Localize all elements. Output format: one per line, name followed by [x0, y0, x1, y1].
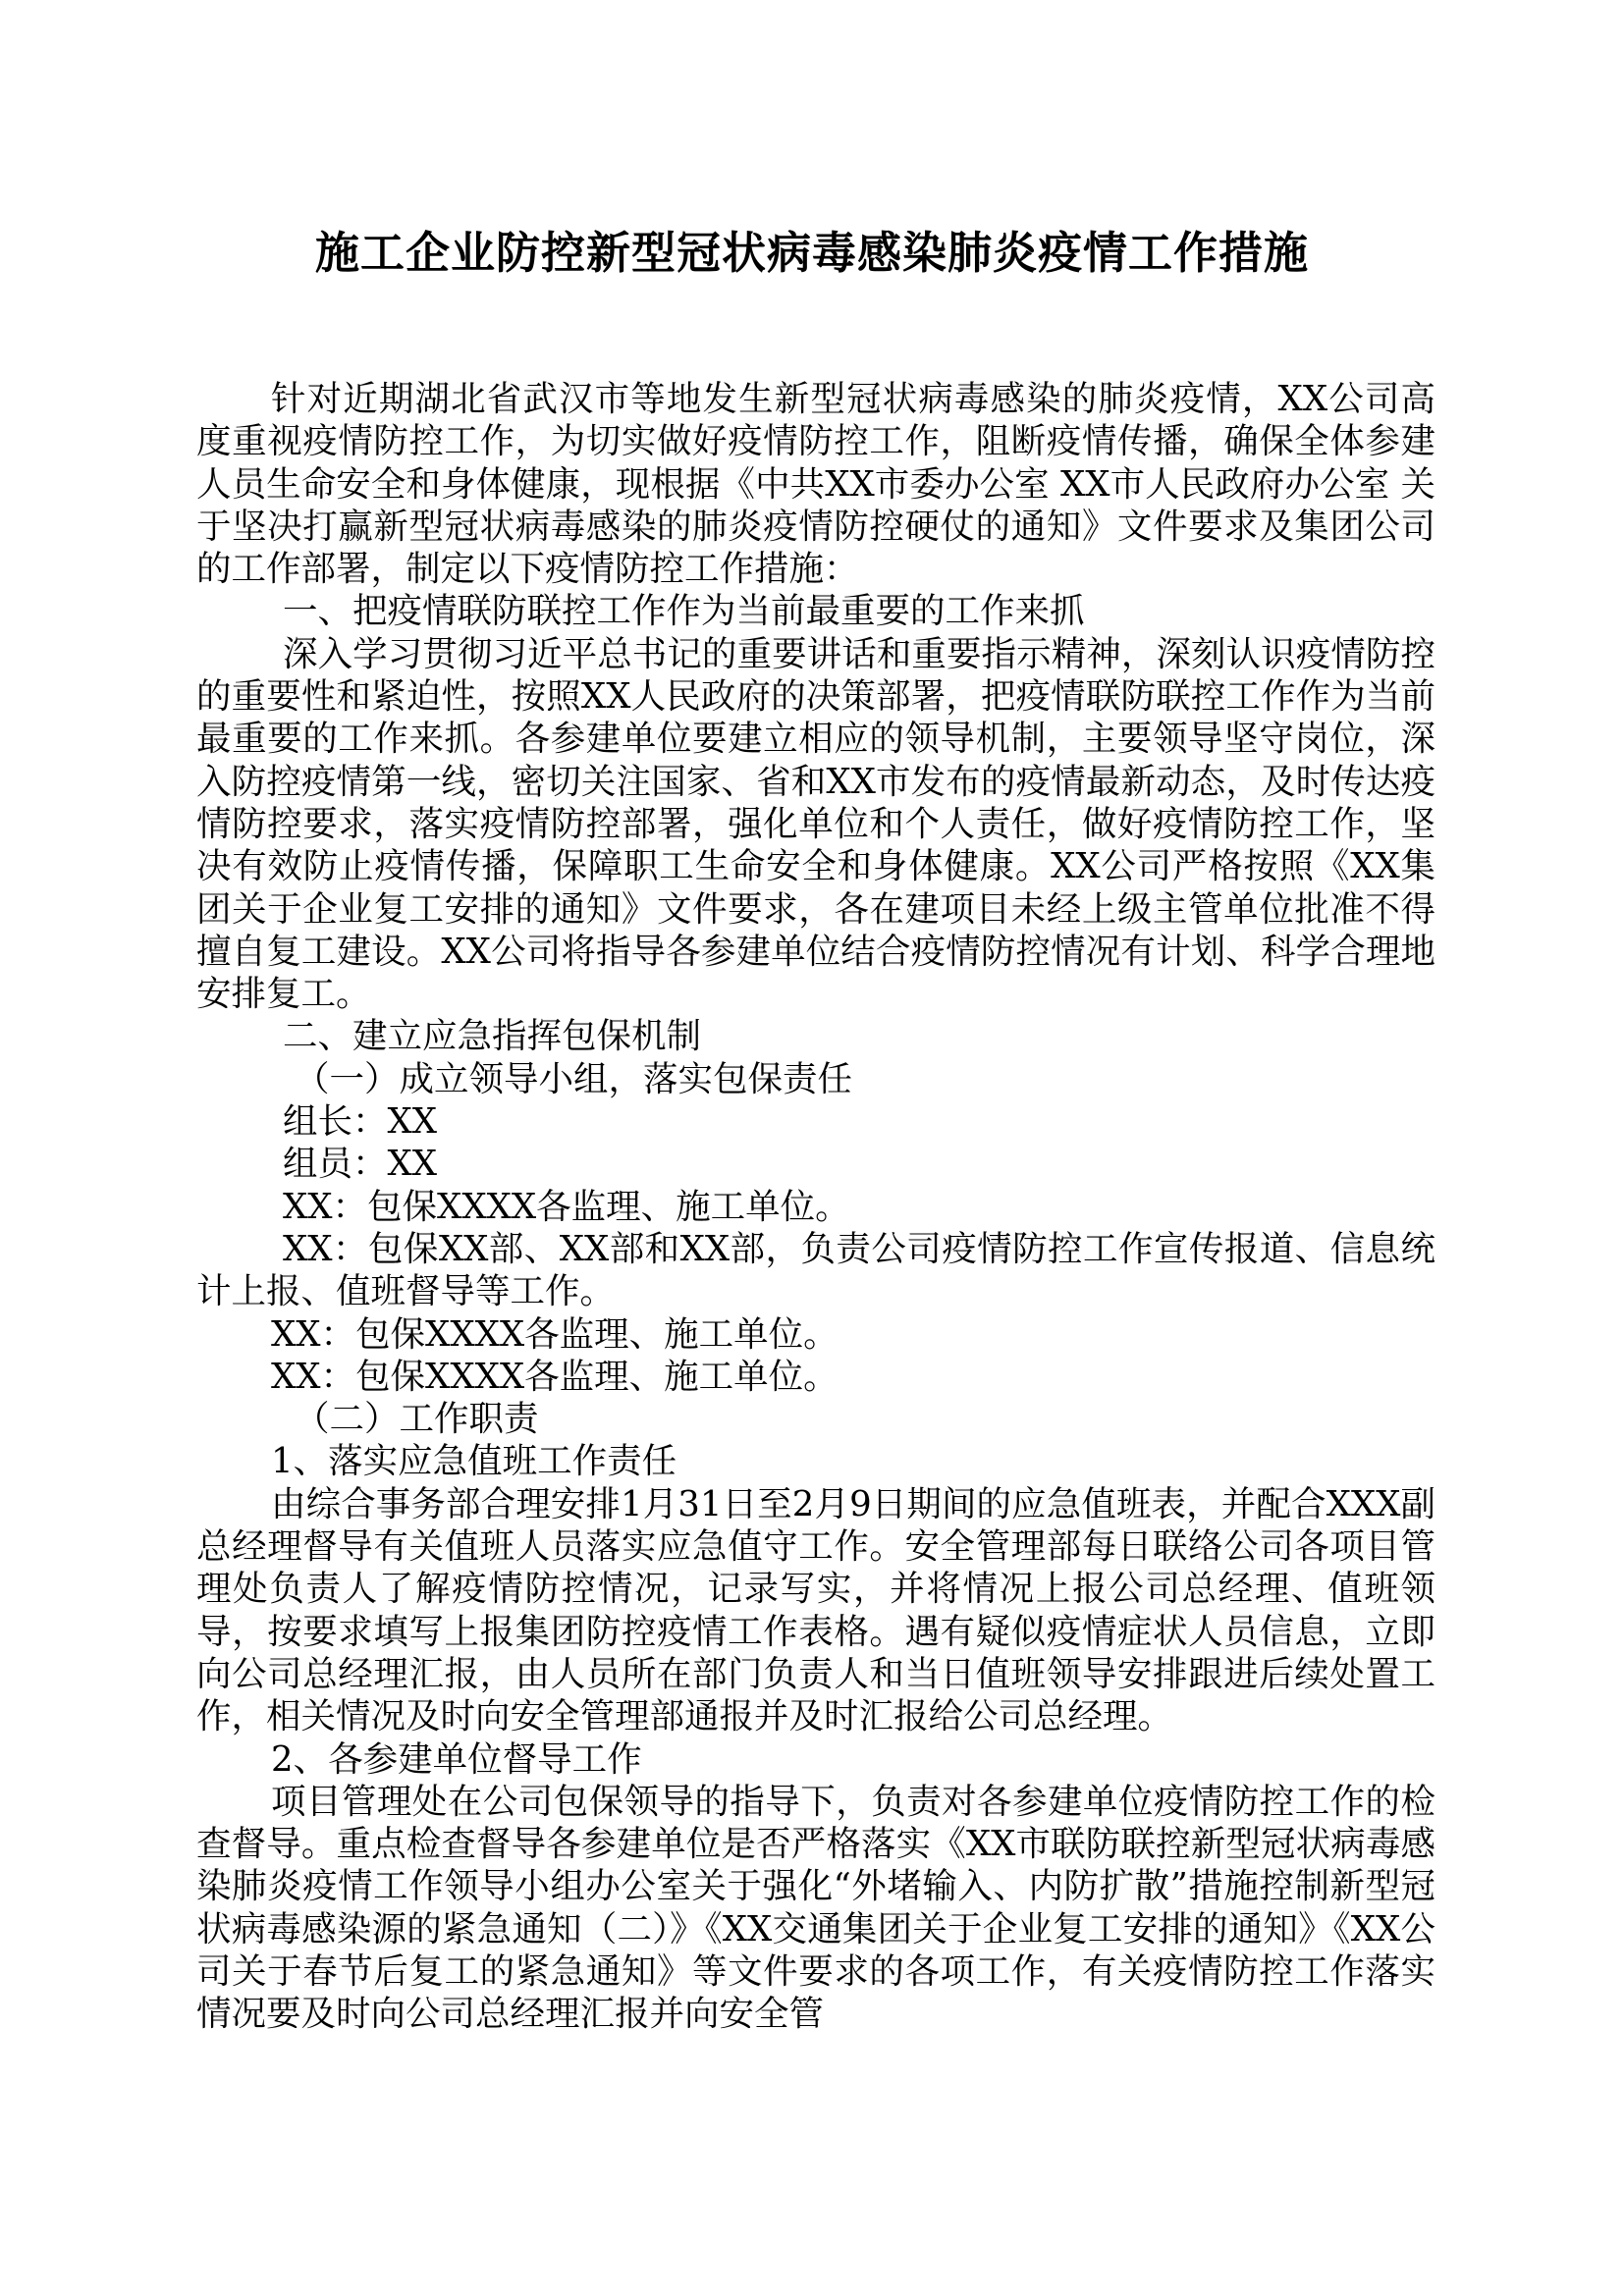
- document-body: [196, 378, 1435, 2036]
- intro-paragraph: 针对近期湖北省武汉市等地发生新型冠状病毒感染的肺炎疫情，XX公司高度重视疫情防控工作，为切实做好疫情防控工作，阻断疫情传播，确保全体参建人员生命安全和身体健康，现根据《中共XX市委办公室 XX市人民政府办公室 关于坚决打赢新型冠状病毒感染的肺炎疫情防控硬仗的通知》文件要求及集团公司的工作部署，制定以下疫情防控工作措施：: [196, 379, 1435, 590]
- team-member-line: 组员：XX: [283, 1144, 438, 1185]
- assignment-line: XX：包保XX部、XX部和XX部，负责公司疫情防控工作宣传报道、信息统计上报、值班督导等工作。: [196, 1228, 1435, 1312]
- item-2-paragraph: 项目管理处在公司包保领导的指导下，负责对各参建单位疫情防控工作的检查督导。重点检查督导各参建单位是否严格落实《XX市联防联控新型冠状病毒感染肺炎疫情工作领导小组办公室关于强化“外堵输入、内防扩散”措施控制新型冠状病毒感染源的紧急通知（二）》《XX交通集团关于企业复工安排的通知》《XX公司关于春节后复工的紧急通知》等文件要求的各项工作，有关疫情防控工作落实情况要及时向公司总经理汇报并向安全管: [196, 1781, 1435, 2035]
- subsection-heading-2: （二）工作职责: [295, 1399, 539, 1440]
- document-title: 施工企业防控新型冠状病毒感染肺炎疫情工作措施: [314, 227, 1309, 279]
- item-heading-2: 2、各参建单位督导工作: [271, 1738, 642, 1780]
- section-heading-1: 一、把疫情联防联控工作作为当前最重要的工作来抓: [283, 591, 1085, 632]
- item-1-paragraph: 由综合事务部合理安排1月31日至2月9日期间的应急值班表，并配合XXX副总经理督导有关值班人员落实应急值守工作。安全管理部每日联络公司各项目管理处负责人了解疫情防控情况，记录写实，并将情况上报公司总经理、值班领导，按要求填写上报集团防控疫情工作表格。遇有疑似疫情症状人员信息，立即向公司总经理汇报，由人员所在部门负责人和当日值班领导安排跟进后续处置工作，相关情况及时向安全管理部通报并及时汇报给公司总经理。: [196, 1483, 1435, 1737]
- assignment-line: XX：包保XXXX各监理、施工单位。: [271, 1313, 839, 1355]
- subsection-heading-1: （一）成立领导小组，落实包保责任: [295, 1058, 853, 1099]
- section-heading-2: 二、建立应急指挥包保机制: [283, 1016, 702, 1057]
- section-1-paragraph: 深入学习贯彻习近平总书记的重要讲话和重要指示精神，深刻认识疫情防控的重要性和紧迫性，按照XX人民政府的决策部署，把疫情联防联控工作作为当前最重要的工作来抓。各参建单位要建立相应的领导机制，主要领导坚守岗位，深入防控疫情第一线，密切关注国家、省和XX市发布的疫情最新动态，及时传达疫情防控要求，落实疫情防控部署，强化单位和个人责任，做好疫情防控工作，坚决有效防止疫情传播，保障职工生命安全和身体健康。XX公司严格按照《XX集团关于企业复工安排的通知》文件要求，各在建项目未经上级主管单位批准不得擅自复工建设。XX公司将指导各参建单位结合疫情防控情况有计划、科学合理地安排复工。: [196, 633, 1435, 1015]
- assignment-line: XX：包保XXXX各监理、施工单位。: [271, 1356, 839, 1397]
- assignment-line: XX：包保XXXX各监理、施工单位。: [283, 1186, 850, 1227]
- item-heading-1: 1、落实应急值班工作责任: [271, 1441, 677, 1482]
- team-leader-line: 组长：XX: [283, 1101, 438, 1143]
